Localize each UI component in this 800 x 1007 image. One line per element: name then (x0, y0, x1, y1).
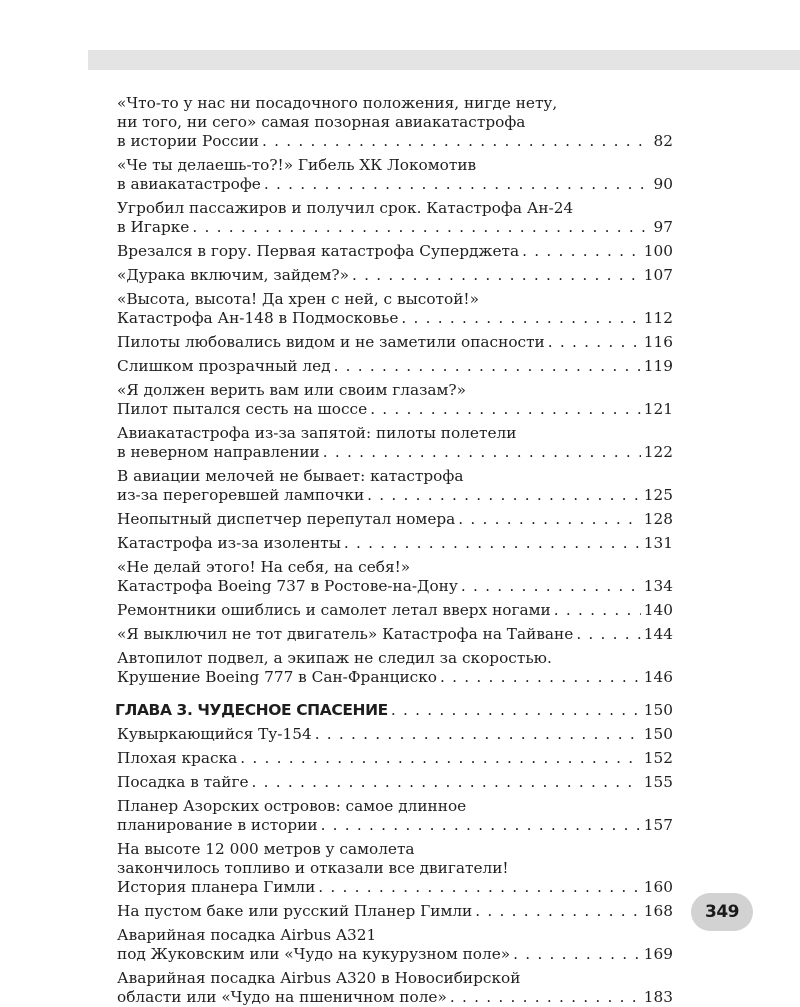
toc-line (117, 94, 673, 113)
dot-leader (344, 534, 641, 553)
toc-entry-title: под Жуковским или «Чудо на кукурузном поле» (117, 945, 511, 963)
toc-page-number: 150 (643, 701, 673, 719)
toc-entry-title: На высоте 12 000 метров у самолета (117, 840, 415, 858)
toc-line (117, 840, 673, 859)
toc-entry-title: ни того, ни сего» самая позорная авиакатастрофа (117, 113, 526, 131)
toc-line (117, 926, 673, 945)
toc-line (117, 859, 673, 878)
dot-leader (323, 443, 641, 462)
toc-entry-title: Аварийная посадка Airbus A320 в Новосибирской (117, 969, 521, 987)
toc-line (117, 218, 673, 237)
dot-leader (458, 510, 641, 529)
toc-page-number: 134 (643, 577, 673, 595)
toc-entry-title: Посадка в тайге (117, 773, 249, 791)
toc-entry[interactable] (117, 840, 673, 897)
toc-entry-title: ГЛАВА 3. ЧУДЕСНОЕ СПАСЕНИЕ (115, 701, 388, 719)
toc-page-number: 100 (643, 242, 673, 260)
toc-entry[interactable] (117, 534, 673, 553)
toc-entry[interactable] (117, 424, 673, 462)
toc-entry[interactable] (117, 797, 673, 835)
toc-entry-title: Авиакатастрофа из-за запятой: пилоты полетели (117, 424, 517, 442)
toc-entry-title: Неопытный диспетчер перепутал номера (117, 510, 456, 528)
toc-entry[interactable] (117, 725, 673, 744)
toc-entry[interactable] (117, 290, 673, 328)
dot-leader (522, 242, 641, 261)
toc-page-number: 150 (643, 725, 673, 743)
toc-line (117, 333, 673, 352)
toc-page-number: 97 (653, 218, 673, 236)
toc-entry[interactable] (117, 773, 673, 792)
toc-line (117, 309, 673, 328)
toc-entry[interactable] (117, 199, 673, 237)
dot-leader (513, 945, 641, 964)
toc-page-number: 146 (643, 668, 673, 686)
dot-leader (461, 577, 641, 596)
toc-line (117, 625, 673, 644)
toc-line (117, 132, 673, 151)
toc-page-number: 160 (643, 878, 673, 896)
dot-leader (391, 701, 641, 720)
toc-entry-title: Автопилот подвел, а экипаж не следил за скоростью. (117, 649, 552, 667)
toc-page-number: 140 (643, 601, 673, 619)
toc-entry-title: Планер Азорских островов: самое длинное (117, 797, 467, 815)
toc-line (117, 467, 673, 486)
toc-entry[interactable] (117, 601, 673, 620)
toc-line (117, 199, 673, 218)
toc-line (115, 701, 673, 720)
toc-entry[interactable] (117, 94, 673, 151)
toc-page-number: 107 (643, 266, 673, 284)
toc-line (117, 400, 673, 419)
toc-line (117, 668, 673, 687)
toc-entry-title: Ремонтники ошиблись и самолет летал вверх ногами (117, 601, 551, 619)
toc-entry-title: планирование в истории (117, 816, 318, 834)
toc-entry[interactable] (117, 467, 673, 505)
toc-line (117, 357, 673, 376)
toc-page-number: 144 (643, 625, 673, 643)
toc-entry-title: «Что-то у нас ни посадочного положения, нигде нету, (117, 94, 558, 112)
toc-line (117, 424, 673, 443)
toc-entry-title: Слишком прозрачный лед (117, 357, 331, 375)
toc-page-number: 169 (643, 945, 673, 963)
dot-leader (440, 668, 641, 687)
toc-line (117, 534, 673, 553)
toc-entry[interactable] (117, 969, 673, 1007)
toc-entry-title: из-за перегоревшей лампочки (117, 486, 365, 504)
toc-entry-title: Крушение Boeing 777 в Сан-Франциско (117, 668, 438, 686)
toc-entry[interactable] (117, 558, 673, 596)
toc-entry-title: в истории России (117, 132, 259, 150)
toc-line (117, 443, 673, 462)
toc-entry-title: «Высота, высота! Да хрен с ней, с высотой!» (117, 290, 479, 308)
toc-line (117, 816, 673, 835)
toc-entry[interactable] (117, 749, 673, 768)
toc-line (117, 969, 673, 988)
dot-leader (318, 878, 641, 897)
toc-page-number: 125 (643, 486, 673, 504)
toc-entry[interactable] (117, 333, 673, 352)
toc-line (117, 725, 673, 744)
toc-entry[interactable] (117, 625, 673, 644)
toc-entry-title: Врезался в гору. Первая катастрофа Суперджета (117, 242, 520, 260)
toc-page-number: 90 (653, 175, 673, 193)
dot-leader (554, 601, 641, 620)
toc-entry-title: Катастрофа из-за изоленты (117, 534, 341, 552)
toc-entry-title: Пилот пытался сесть на шоссе (117, 400, 368, 418)
toc-entry[interactable] (117, 381, 673, 419)
dot-leader (352, 266, 641, 285)
dot-leader (240, 749, 641, 768)
toc-line (117, 113, 673, 132)
dot-leader (475, 902, 641, 921)
toc-entry-title: Аварийная посадка Airbus A321 (117, 926, 377, 944)
dot-leader (264, 175, 651, 194)
toc-line (117, 558, 673, 577)
toc-entry-title: области или «Чудо на пшеничном поле» (117, 988, 447, 1006)
dot-leader (334, 357, 641, 376)
toc-page-number: 155 (643, 773, 673, 791)
toc-entry-title: На пустом баке или русский Планер Гимли (117, 902, 473, 920)
toc-line (117, 601, 673, 620)
toc-line (117, 175, 673, 194)
toc-entry-title: «Дурака включим, зайдем?» (117, 266, 349, 284)
toc-entry-title: История планера Гимли (117, 878, 316, 896)
toc-page-number: 152 (643, 749, 673, 767)
toc-entry-title: закончилось топливо и отказали все двигатели! (117, 859, 509, 877)
dot-leader (548, 333, 641, 352)
toc-entry-title: Катастрофа Ан-148 в Подмосковье (117, 309, 399, 327)
toc-line (117, 902, 673, 921)
toc-line (117, 878, 673, 897)
toc-entry-title: В авиации мелочей не бывает: катастрофа (117, 467, 464, 485)
toc-entry-title: Катастрофа Boeing 737 в Ростове-на-Дону (117, 577, 458, 595)
toc-entry-title: «Я должен верить вам или своим глазам?» (117, 381, 466, 399)
dot-leader (367, 486, 641, 505)
toc-line (117, 649, 673, 668)
toc-page-number: 119 (643, 357, 673, 375)
toc-page-number: 183 (643, 988, 673, 1006)
toc-line (117, 510, 673, 529)
dot-leader (450, 988, 641, 1007)
dot-leader (401, 309, 640, 328)
toc-page-number: 157 (643, 816, 673, 834)
toc-line (117, 242, 673, 261)
toc-line (117, 773, 673, 792)
toc-entry-title: Пилоты любовались видом и не заметили опасности (117, 333, 545, 351)
toc-line (117, 156, 673, 175)
toc-entry-title: Угробил пассажиров и получил срок. Катастрофа Ан-24 (117, 199, 574, 217)
dot-leader (252, 773, 641, 792)
toc-entry-title: в авиакатастрофе (117, 175, 261, 193)
toc-entry-title: Кувыркающийся Ту-154 (117, 725, 312, 743)
toc-page-number: 121 (643, 400, 673, 418)
toc-entry-title: в неверном направлении (117, 443, 320, 461)
dot-leader (192, 218, 650, 237)
toc-page-number: 112 (643, 309, 673, 327)
dot-leader (315, 725, 641, 744)
toc-line (117, 988, 673, 1007)
dot-leader (370, 400, 641, 419)
toc-entry-title: «Не делай этого! На себя, на себя!» (117, 558, 411, 576)
toc-entry[interactable] (117, 902, 673, 921)
toc-entry[interactable] (117, 926, 673, 964)
toc-line (117, 290, 673, 309)
toc-line (117, 945, 673, 964)
page-number-badge: 349 (691, 893, 753, 931)
dot-leader (262, 132, 651, 151)
toc-line (117, 577, 673, 596)
toc-entry-title: Плохая краска (117, 749, 238, 767)
toc-entry[interactable] (117, 649, 673, 687)
dot-leader (576, 625, 640, 644)
toc-line (117, 381, 673, 400)
toc-entry[interactable] (117, 156, 673, 194)
toc-entry-title: «Я выключил не тот двигатель» Катастрофа на Тайване (117, 625, 574, 643)
toc-entry[interactable] (117, 357, 673, 376)
toc-page-number: 128 (643, 510, 673, 528)
table-of-contents (117, 94, 673, 1007)
toc-line (117, 749, 673, 768)
header-bar (88, 50, 800, 70)
toc-entry[interactable] (117, 266, 673, 285)
toc-entry[interactable] (117, 242, 673, 261)
toc-entry-title: «Че ты делаешь-то?!» Гибель ХК Локомотив (117, 156, 477, 174)
toc-page-number: 122 (643, 443, 673, 461)
dot-leader (321, 816, 641, 835)
toc-page-number: 131 (643, 534, 673, 552)
toc-page-number: 82 (653, 132, 673, 150)
toc-chapter-heading[interactable] (115, 701, 673, 720)
toc-page-number: 168 (643, 902, 673, 920)
toc-line (117, 486, 673, 505)
toc-line (117, 797, 673, 816)
toc-page-number: 116 (643, 333, 673, 351)
toc-line (117, 266, 673, 285)
toc-entry-title: в Игарке (117, 218, 190, 236)
toc-entry[interactable] (117, 510, 673, 529)
